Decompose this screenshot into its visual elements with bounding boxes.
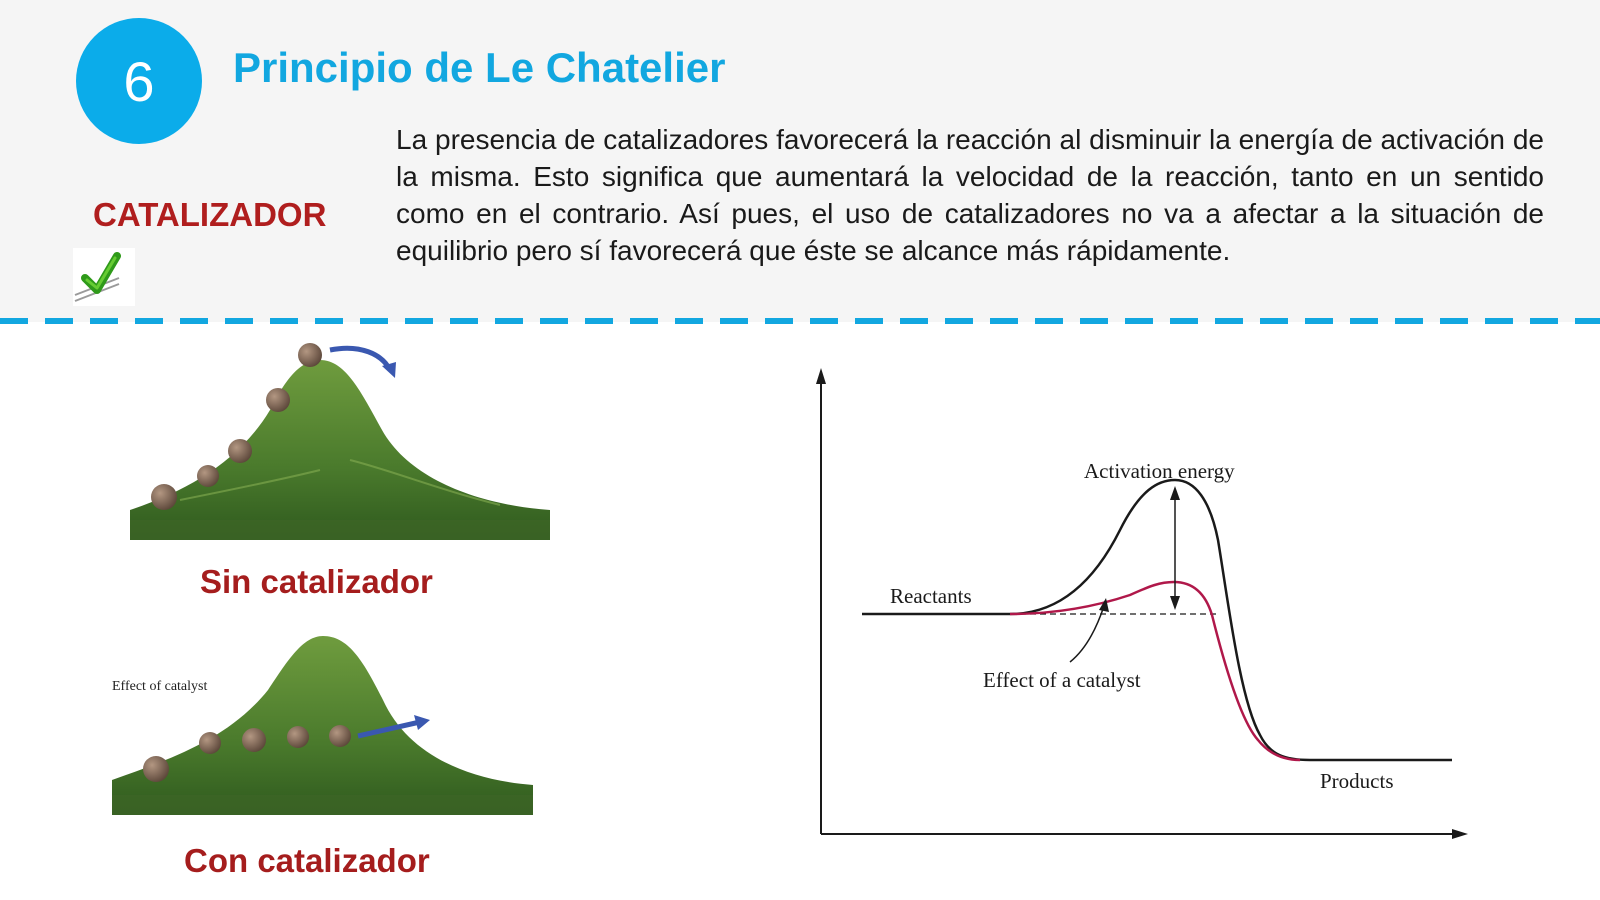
products-label: Products: [1320, 769, 1394, 793]
y-axis-arrow-icon: [816, 368, 826, 384]
activation-energy-label: Activation energy: [1084, 459, 1235, 483]
reactants-label: Reactants: [890, 584, 972, 608]
dashed-divider: [0, 317, 1600, 325]
caption-without-catalyst: Sin catalizador: [200, 563, 433, 600]
effect-of-catalyst-label: Effect of catalyst: [112, 679, 208, 694]
checkmark-icon: [73, 248, 135, 306]
arrow-down-icon: [1170, 596, 1180, 610]
explanation-paragraph: La presencia de catalizadores favorecerá la reacción al disminuir la energía de activación de la misma. Esto significa que aumentará la velocidad de la reacción, tanto en un sentido como en el contrario. Así pues, el uso de catalizadores no va a afectar a la situación de equilibrio pero sí favorecerá que éste se alcance más rápidamente.: [396, 124, 1544, 266]
uncatalyzed-curve: [862, 480, 1452, 760]
arrow-up-icon: [1170, 486, 1180, 500]
caption-with-catalyst: Con catalizador: [184, 842, 430, 879]
effect-of-catalyst-graph-label: Effect of a catalyst: [983, 668, 1141, 692]
pointer-arrow-icon: [1099, 598, 1109, 612]
energy-profile-diagram: [800, 360, 1480, 850]
hill-without-catalyst-illustration: [120, 340, 560, 555]
hill-with-catalyst-illustration: [108, 630, 548, 830]
x-axis-arrow-icon: [1452, 829, 1468, 839]
topic-label: CATALIZADOR: [93, 196, 327, 233]
slide-title: Principio de Le Chatelier: [233, 44, 726, 91]
slide-number-badge: 6: [76, 18, 202, 144]
